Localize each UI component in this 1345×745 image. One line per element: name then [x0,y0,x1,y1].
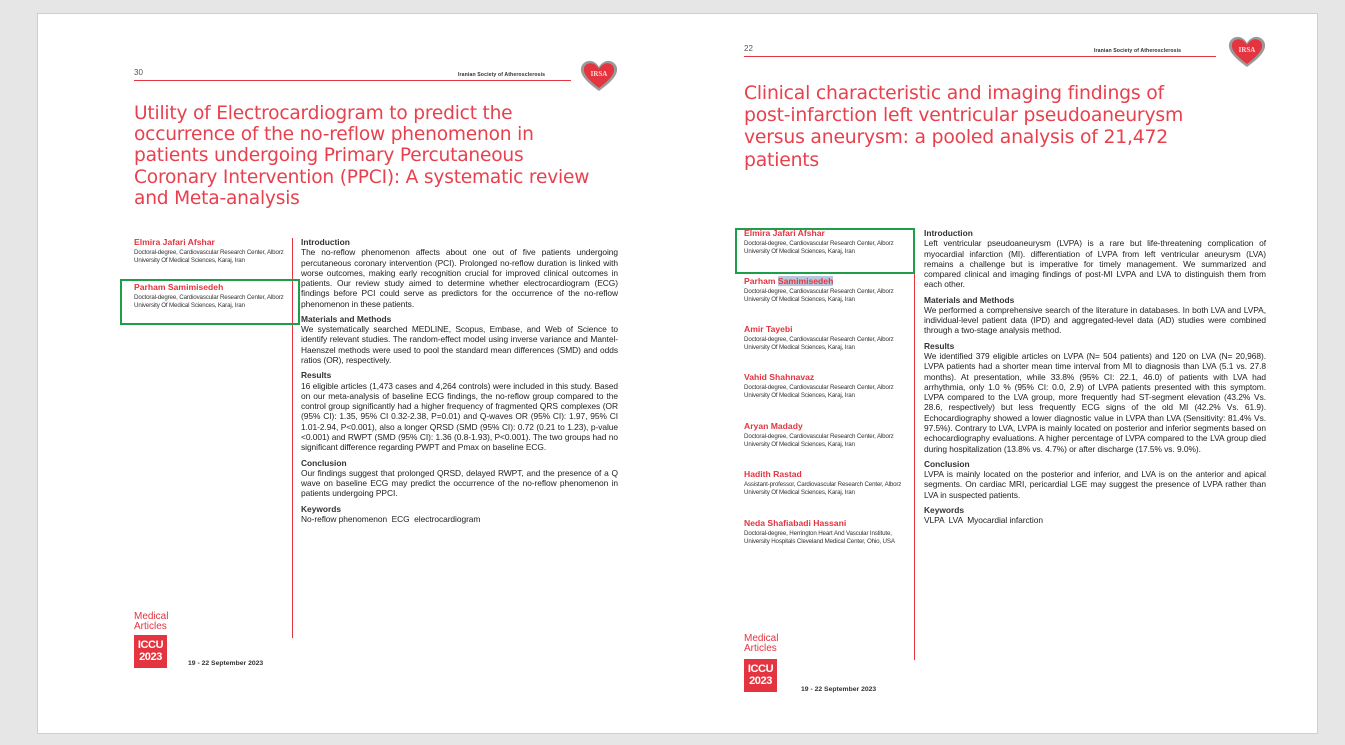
author-block [744,469,909,498]
highlight-box-author-right [735,228,915,274]
author-block [744,421,909,450]
author-affiliation: Assistant-professor, Cardiovascular Research Center, Alborz University Of Medical Sciences, Karaj, Iran [744,481,902,497]
column-divider [914,228,915,660]
author-block [744,518,909,547]
abstract-section-introduction: Introduction The no-reflow phenomenon affects about one out of five patients undergoing percutaneous coronary intervention (PCI). Prolonged no-reflow duration is linked with worse outcomes, making early recognition crucial for improved clinical outcomes in patients. Our review study aimed to determine whether electrocardiogram (ECG) findings before PCI could serve as predictors for the occurrence of the no-reflow phenomenon in these patients. [301,237,618,309]
abstract-section-conclusion: Conclusion Our findings suggest that prolonged QRSD, delayed RWPT, and the presence of a Q wave on baseline ECG may predict the occurrence of the no-reflow phenomenon in patients undergoing PPCI. [301,457,618,499]
highlight-box-author-left [120,279,300,325]
author-name: Hadith Rastad [744,469,802,479]
author-affiliation: Doctoral-degree, Cardiovascular Research Center, Alborz University Of Medical Sciences, Karaj, Iran [744,336,894,352]
article-title: Clinical characteristic and imaging findings of post-infarction left ventricular pseudoaneurysm versus aneurysm: a pooled analysis of 21,472 patients [744,83,1184,171]
page-number: 30 [134,68,143,77]
author-name: Aryan Madady [744,421,803,431]
irsa-heart-logo-icon [1227,35,1267,69]
society-name: Iranian Society of Atherosclerosis [1094,48,1182,54]
abstract-section-results: Results We identified 379 eligible articles on LVPA (N= 504 patients) and 120 on LVA (N= 20,968). LVPA patients had a shorter mean time interval from MI to diagnosis than LVA (5.1 vs. 27.8 months). At presentation, while 33.8% (95% CI: 22.1, 46.0) of patients with LVA had arrhythmia, only 1.0 % (95% CI: 0.0, 2.9) of LVPA patients presented with this symptom. LVPA compared to the LVA group, more frequently had ST-segment elevation (43.2% Vs. 28.6, respectively) but less frequently ECG signs of the old MI (42.2% Vs. 61.9). Echocardiography showed a lower diagnostic value in LVPA than LVA (Sensitivity: 81.4% Vs. 97.5%). Contrary to LVA, LVPA is mainly located on posterior and inferior segments based on echocardiography evaluations. A higher percentage of LVPA compared to the LVA group died during hospitalization (13.8% vs. 4.7%) or after discharge (17.5% vs. 9.0%). [924,340,1266,454]
abstract [924,228,1266,531]
author-affiliation: Doctoral-degree, Cardiovascular Research Center, Alborz University Of Medical Sciences, Karaj, Iran [134,249,284,265]
article-title: Utility of Electrocardiogram to predict the occurrence of the no-reflow phenomenon in patients undergoing Primary Percutaneous Coronary Intervention (PPCI): A systematic review and Meta-analysis [134,103,590,209]
author-block [744,324,909,353]
abstract-section-keywords: Keywords VLPA LVA Myocardial infarction [924,505,1043,526]
author-block [134,237,288,266]
iccu-2023-badge: ICCU 2023 [134,635,167,668]
author-affiliation: Doctoral-degree, Cardiovascular Research Center, Alborz University Of Medical Sciences, Karaj, Iran [134,294,284,310]
header-rule [744,56,1216,57]
author-name: Parham Samimisedeh [744,276,834,286]
author-name: Elmira Jafari Afshar [744,228,825,238]
author-name: Amir Tayebi [744,324,793,334]
author-affiliation: Doctoral-degree, Cardiovascular Research Center, Alborz University Of Medical Sciences, Karaj, Iran [744,384,894,400]
author-block [744,372,909,401]
author-name: Neda Shafiabadi Hassani [744,518,847,528]
abstract-section-methods: Materials and Methods We systematically searched MEDLINE, Scopus, Embase, and Web of Science to identify relevant studies. The random-effect model using inverse variance and Mantel-Haenszel methods were used to pool the standard mean differences (SMD) and odds ratios (OR), respectively. [301,313,618,366]
conference-date: 19 - 22 September 2023 [801,686,877,693]
svg-text:IRSA: IRSA [1238,46,1256,54]
abstract-section-keywords: Keywords No-reflow phenomenon ECG electrocardiogram [301,503,481,524]
author-name: Elmira Jafari Afshar [134,237,215,247]
society-name: Iranian Society of Atherosclerosis [458,72,546,78]
medical-articles-label: Medical Articles [744,633,779,654]
abstract-section-results: Results 16 eligible articles (1,473 cases and 4,264 controls) were included in this study. Based on our meta-analysis of baseline ECG findings, the no-reflow group compared to the control group significantly had a higher frequency of fragmented QRS complexes (OR (95% CI): 1.35, 95% CI 0.32-2.38, P=0.01) and Q-waves OR (95% CI): 1.97, 95% CI 1.01-2.94, P<0.001), also a longer QRSD (SMD (95% CI): 0.72 (0.21 to 1.23), p-value <0.001) and RWPT (SMD (95% CI): 1.36 (0.8-1.93), P<0.001). The two groups had no significant difference regarding PWPT and Pmax on baseline ECG. [301,370,618,453]
author-block [744,276,909,305]
svg-text:IRSA: IRSA [590,70,608,78]
author-affiliation: Doctoral-degree, Cardiovascular Research Center, Alborz University Of Medical Sciences, Karaj, Iran [744,288,894,304]
author-affiliation: Doctoral-degree, Herrington Heart And Vascular Institute, University Hospitals Cleveland Medical Center, Ohio, USA [744,530,895,546]
author-name: Parham Samimisedeh [134,282,224,292]
abstract-section-conclusion: Conclusion LVPA is mainly located on the posterior and inferior, and LVA is on the anterior and apical segments. On cardiac MRI, pericardial LGE may suggest the presence of LVPA rather than LVA in suspected patients. [924,458,1266,500]
conference-date: 19 - 22 September 2023 [188,660,264,667]
abstract-section-methods: Materials and Methods We performed a comprehensive search of the literature in databases. In both LVA and LVPA, individual-level patient data (IPD) and aggregated-level data (AD) studies were combined through a two-stage analysis method. [924,294,1266,336]
abstract [301,237,618,529]
abstract-section-introduction: Introduction Left ventricular pseudoaneurysm (LVPA) is a rare but life-threatening complication of myocardial infarction (MI). differentiation of LVPA from left ventricular aneurysm (LVA) remains a challenge but is imperative for timely management. We summarized and compared clinical and imaging findings of post-MI LVPA and LVA to distinguish them from each other. [924,228,1266,290]
selected-text-highlight[interactable]: Samimisedeh [777,276,834,286]
header-rule [134,80,571,81]
author-affiliation: Doctoral-degree, Cardiovascular Research Center, Alborz University Of Medical Sciences, Karaj, Iran [744,240,894,256]
medical-articles-label: Medical Articles [134,611,169,632]
page-number: 22 [744,44,753,53]
iccu-2023-badge: ICCU 2023 [744,659,777,692]
author-name: Vahid Shahnavaz [744,372,815,382]
author-affiliation: Doctoral-degree, Cardiovascular Research Center, Alborz University Of Medical Sciences, Karaj, Iran [744,433,894,449]
irsa-heart-logo-icon [579,59,619,93]
